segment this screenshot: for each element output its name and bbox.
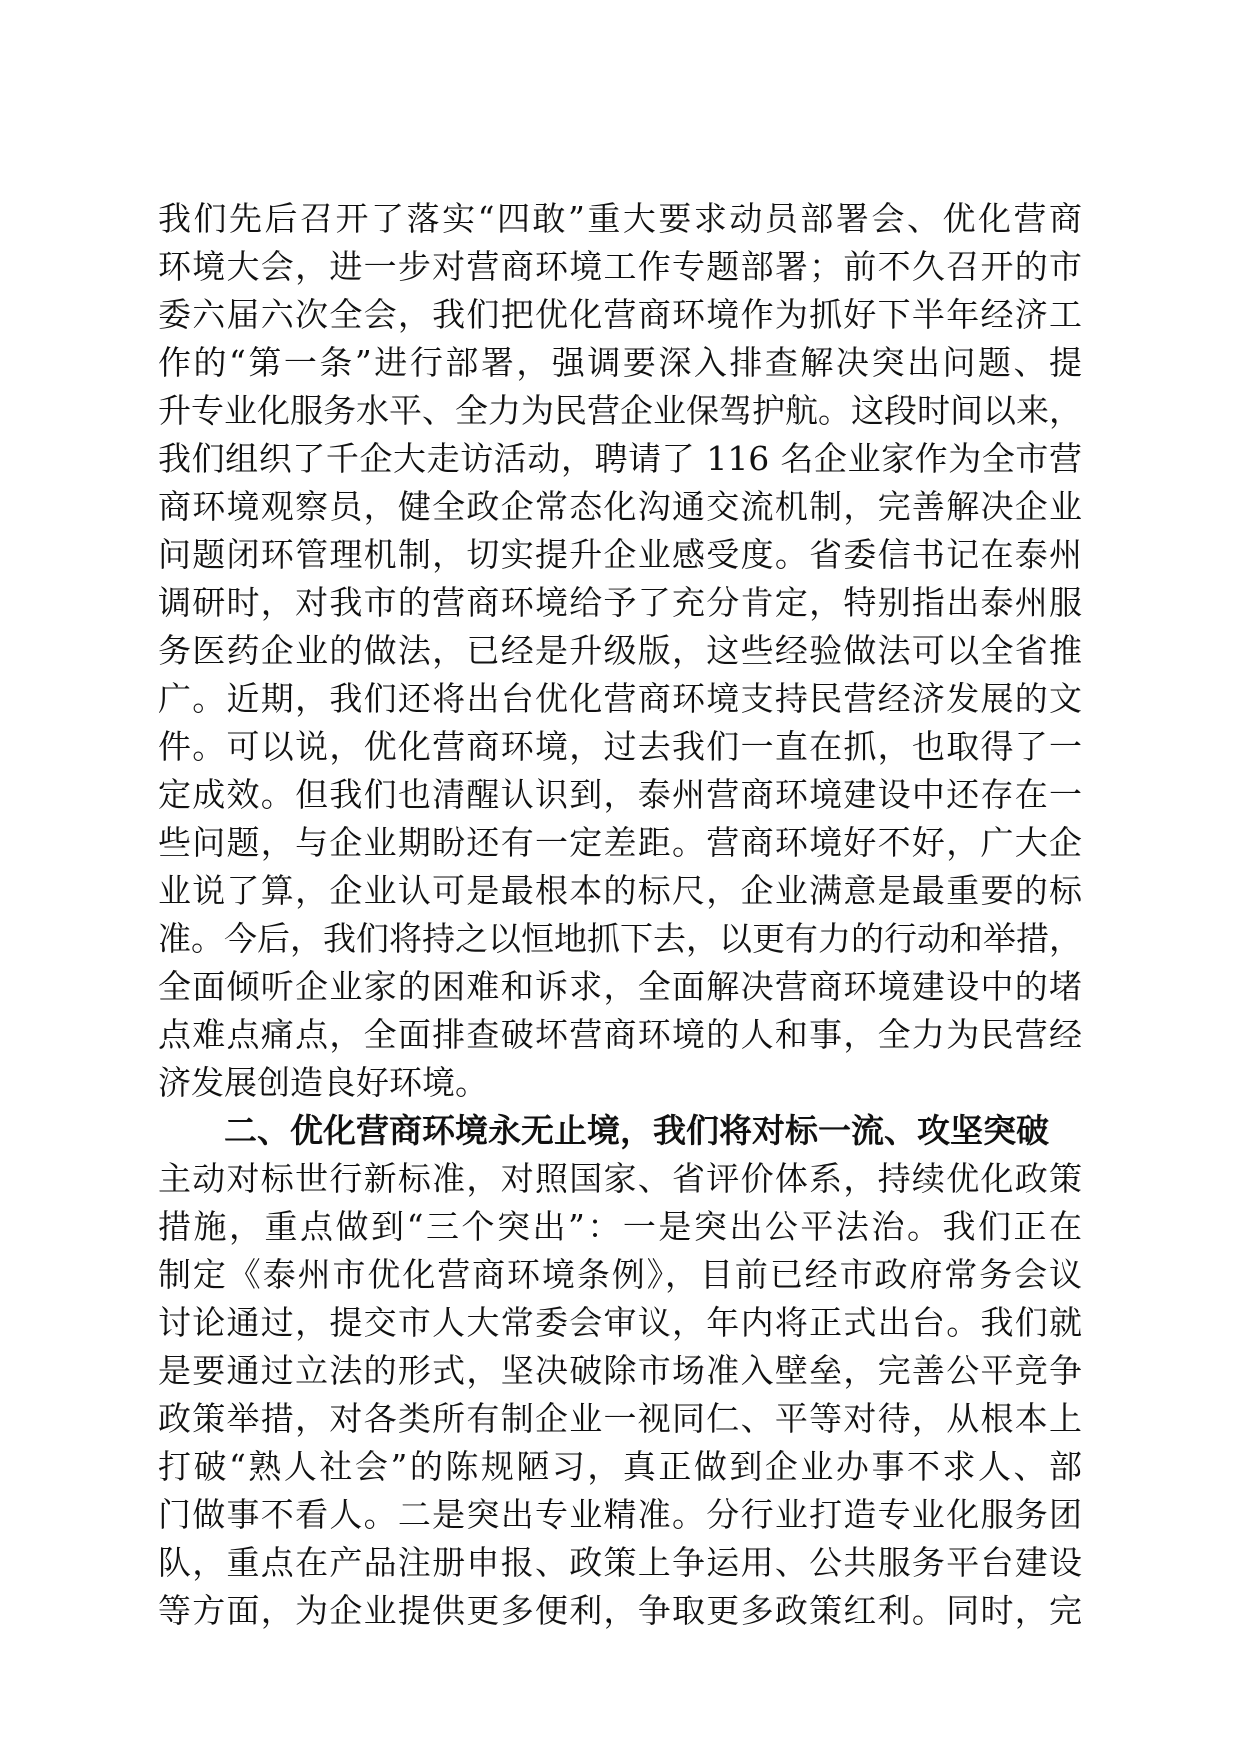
paragraph-2: [158, 1155, 1082, 1635]
text-line: 济发展创造良好环境。: [158, 1063, 488, 1102]
document-body: [158, 195, 1082, 1635]
text-line: 我们先后召开了落实“四敢”重大要求动员部署会、优化营商: [158, 199, 1082, 238]
text-line: 主动对标世行新标准，对照国家、省评价体系，持续优化政策: [158, 1159, 1082, 1198]
text-line: 委六届六次全会，我们把优化营商环境作为抓好下半年经济工: [158, 295, 1082, 334]
text-line: 作的“第一条”进行部署，强调要深入排查解决突出问题、提: [158, 343, 1082, 382]
text-line: 门做事不看人。二是突出专业精准。分行业打造专业化服务团: [158, 1495, 1082, 1534]
text-line: 问题闭环管理机制，切实提升企业感受度。省委信书记在泰州: [158, 535, 1082, 574]
text-line: 些问题，与企业期盼还有一定差距。营商环境好不好，广大企: [158, 823, 1082, 862]
text-line: 政策举措，对各类所有制企业一视同仁、平等对待，从根本上: [158, 1399, 1082, 1438]
text-line: 环境大会，进一步对营商环境工作专题部署；前不久召开的市: [158, 247, 1082, 286]
text-line: 全面倾听企业家的困难和诉求，全面解决营商环境建设中的堵: [158, 967, 1082, 1006]
text-line: 业说了算，企业认可是最根本的标尺，企业满意是最重要的标: [158, 871, 1082, 910]
text-line: 点难点痛点，全面排查破坏营商环境的人和事，全力为民营经: [158, 1015, 1082, 1054]
text-line: 是要通过立法的形式，坚决破除市场准入壁垒，完善公平竞争: [158, 1351, 1082, 1390]
text-line: 讨论通过，提交市人大常委会审议，年内将正式出台。我们就: [158, 1303, 1082, 1342]
text-line: 措施，重点做到“三个突出”：一是突出公平法治。我们正在: [158, 1207, 1082, 1246]
text-line: 升专业化服务水平、全力为民营企业保驾护航。这段时间以来，: [158, 391, 1082, 430]
text-line: 调研时，对我市的营商环境给予了充分肯定，特别指出泰州服: [158, 583, 1082, 622]
text-line: 队，重点在产品注册申报、政策上争运用、公共服务平台建设: [158, 1543, 1082, 1582]
text-line: 准。今后，我们将持之以恒地抓下去，以更有力的行动和举措，: [158, 919, 1082, 958]
text-line: 等方面，为企业提供更多便利，争取更多政策红利。同时，完: [158, 1591, 1082, 1630]
text-line: 务医药企业的做法，已经是升级版，这些经验做法可以全省推: [158, 631, 1082, 670]
paragraph-1: [158, 195, 1082, 1107]
text-line: 定成效。但我们也清醒认识到，泰州营商环境建设中还存在一: [158, 775, 1082, 814]
text-line: 商环境观察员，健全政企常态化沟通交流机制，完善解决企业: [158, 487, 1082, 526]
text-line: 广。近期，我们还将出台优化营商环境支持民营经济发展的文: [158, 679, 1082, 718]
text-line: 件。可以说，优化营商环境，过去我们一直在抓，也取得了一: [158, 727, 1082, 766]
text-line: 打破“熟人社会”的陈规陋习，真正做到企业办事不求人、部: [158, 1447, 1082, 1486]
text-line: 我们组织了千企大走访活动，聘请了 116 名企业家作为全市营: [158, 439, 1082, 478]
section-heading: 二、优化营商环境永无止境，我们将对标一流、攻坚突破: [224, 1111, 1049, 1150]
text-line: 制定《泰州市优化营商环境条例》，目前已经市政府常务会议: [158, 1255, 1082, 1294]
